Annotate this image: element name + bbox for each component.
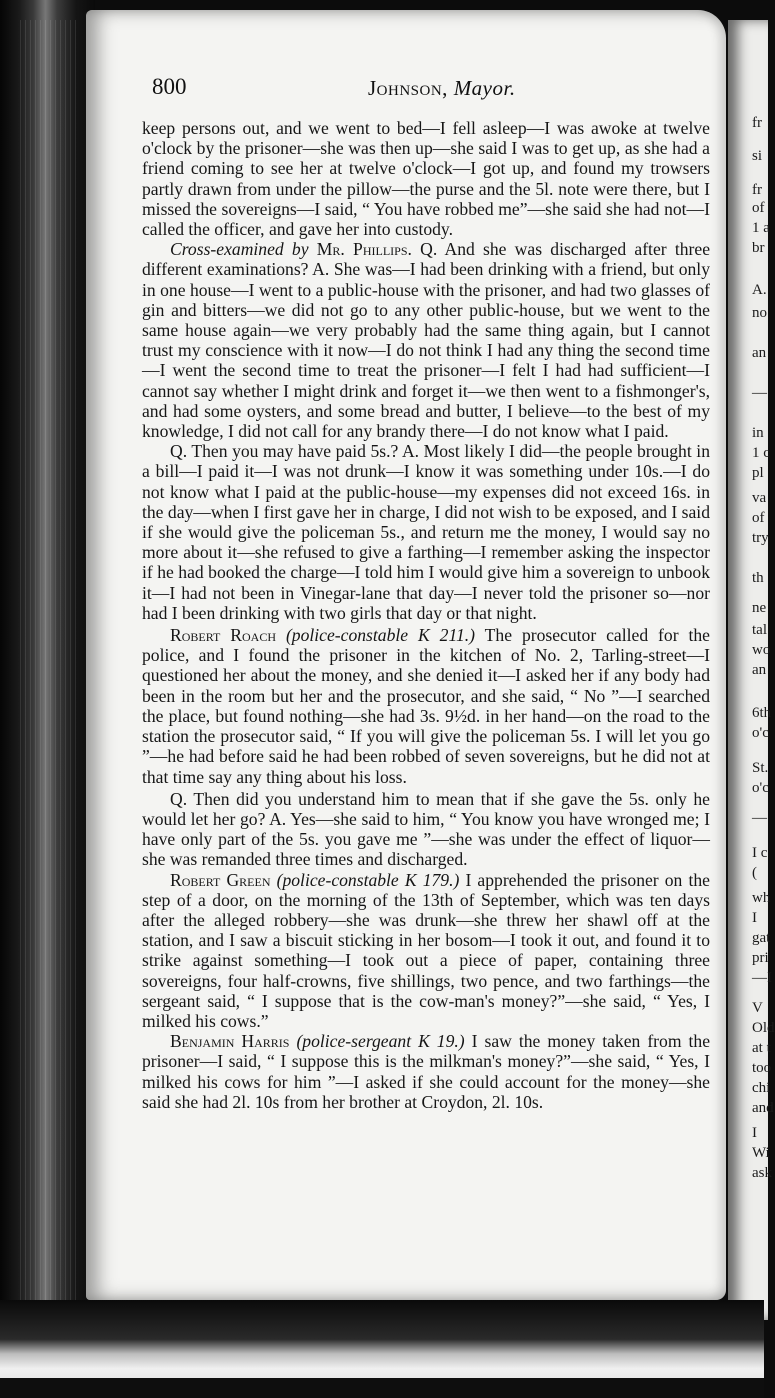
facing-page-text-fragment: si: [752, 148, 763, 164]
paragraph-6: [142, 870, 710, 1032]
facing-page-text-fragment: I: [752, 910, 757, 926]
facing-page-text-fragment: —I: [752, 970, 772, 986]
facing-page-text-fragment: 1 c: [752, 445, 770, 461]
witness-role: (police-constable K 211.): [285, 625, 476, 646]
facing-page-text-fragment: at t: [752, 1040, 771, 1056]
facing-page-text-fragment: —: [752, 810, 767, 826]
witness-name: Robert Roach: [170, 625, 277, 646]
paragraph-1: keep persons out, and we went to bed—I fell asleep—I was awoke at twelve o'clock by the prisoner—she was then up—she said I was to get up, as she had a friend coming to see her at twelve o'clock—I got up, and found my trowsers partly drawn from under the pillow—the purse and the 5l. note were there, but I missed the sovereigns—I said, “ You have robbed me”—she said she had not—I called the officer, and gave her into custody.: [142, 118, 710, 240]
scan-bottom-border: [0, 1378, 764, 1398]
facing-page-text-fragment: of: [752, 200, 765, 216]
facing-page-text-fragment: in: [752, 425, 764, 441]
facing-page-text-fragment: of: [752, 510, 765, 526]
facing-page-text-fragment: o'c: [752, 780, 769, 796]
body-text: [142, 118, 710, 1112]
facing-page-text-fragment: wo: [752, 642, 771, 658]
facing-page-text-fragment: A.: [752, 282, 767, 298]
running-head: [368, 76, 516, 101]
facing-page-text-fragment: too: [752, 1060, 772, 1076]
paragraph-7: [142, 1031, 710, 1112]
paragraph-2: [142, 239, 710, 441]
facing-page-text-fragment: 1 a: [752, 220, 770, 236]
facing-page-text-fragment: th: [752, 570, 764, 586]
facing-page-text-fragment: pl: [752, 465, 764, 481]
facing-page-text-fragment: va: [752, 490, 767, 506]
paragraph-2-text: Q. And she was discharged after three different examinations? A. She was—I had been drinking with a friend, but only in one house—I went to a public-house with the prisoner, and had two glasses of gin and bitters—we did not go to any other public-house, but we went to the same house again—we very probably had the same thing again, but I cannot trust my conscience with it now—I do not think I had any thing the second time—I went the second time to treat the prisoner—I felt I had had sufficient—I cannot say whether I might drink and forget it—we then went to a fishmonger's, and had some oysters, and some bread and butter, I believe—to the best of my knowledge, I did not call for any brandy there—I do not know what I paid.: [142, 239, 710, 442]
facing-page-text-fragment: fr: [752, 182, 762, 198]
paragraph-6-text: I apprehended the prisoner on the step of a door, on the morning of the 13th of September, which was ten days after the alleged robbery—she was drunk—she threw her shawl off at the station, and I saw a biscuit sticking in her bosom—I took it out, and found it to strike against something—I took out a piece of paper, containing three sovereigns, four half-crowns, five shillings, two pence, and two farthings—the sergeant said, “ I suppose that is the cow-man's money?”—she said, “ Yes, I milked his cows.”: [142, 869, 710, 1031]
paragraph-3: Q. Then you may have paid 5s.? A. Most likely I did—the people brought in a bill—I paid it—I was not drunk—I know it was something under 10s.—I do not know what I paid at the public-house—my expenses did not exceed 16s. in the day—when I first gave her in charge, I did not wish to be exposed, and I said if she would give the policeman 5s., and return me the money, I would say no more about it—she refused to give a farthing—I remember asking the inspector if he had booked the charge—I told him I would give him a sovereign to unbook it—I had not been in Vinegar-lane that day—I never told the prisoner so—nor had I been drinking with two girls that day or that night.: [142, 441, 710, 623]
facing-page-text-fragment: ne: [752, 600, 767, 616]
facing-page-text-fragment: —: [752, 385, 767, 401]
witness-role: (police-constable K 179.): [276, 869, 460, 890]
witness-role: (police-sergeant K 19.): [296, 1031, 465, 1052]
gutter-page-edges: [20, 20, 80, 1330]
facing-page-text-fragment: ask: [752, 1165, 772, 1181]
facing-page-text-fragment: and: [752, 1100, 774, 1116]
facing-page-text-fragment: St.: [752, 760, 769, 776]
facing-page-text-fragment: pri: [752, 950, 769, 966]
paragraph-4: [142, 625, 710, 787]
facing-page-text-fragment: Old: [752, 1020, 775, 1036]
counsel-name: Mr. Phillips.: [316, 239, 412, 260]
paragraph-4-text: The prosecutor called for the police, and I found the prisoner in the kitchen of No. 2, Tarling-street—I questioned her about the money, and she denied it—I asked her if any body had been in the room but her and the prosecutor, and she said, “ No ”—I searched the place, but found nothing—she had 3s. 9½d. in her hand—on the road to the station the prosecutor said, “ If you will give the policeman 5s. I will let you go ”—he had before said he had been robbed of seven sovereigns, but he did not at that time say any thing about his loss.: [142, 625, 710, 787]
facing-page-fragment: [728, 20, 775, 1320]
facing-page-text-fragment: gat: [752, 930, 771, 946]
facing-page-text-fragment: no: [752, 305, 767, 321]
facing-page-text-fragment: br: [752, 240, 765, 256]
book-binding-gutter: [0, 0, 95, 1398]
facing-page-text-fragment: V: [752, 1000, 763, 1016]
facing-page-text-fragment: chi: [752, 1080, 771, 1096]
page-number: 800: [152, 74, 187, 99]
witness-name: Benjamin Harris: [170, 1031, 290, 1052]
paragraph-7-text: I saw the money taken from the prisoner—I said, “ I suppose this is the milkman's money?”—she said, “ Yes, I milked his cows for him ”—I asked if she could account for the money—she said she had 2l. 10s from her brother at Croydon, 2l. 10s.: [142, 1031, 710, 1112]
running-head-name: Johnson,: [368, 76, 448, 100]
facing-page-text-fragment: I: [752, 1125, 757, 1141]
facing-page-text-fragment: an: [752, 662, 767, 678]
facing-page-text-fragment: (: [752, 865, 757, 881]
facing-page-text-fragment: Wi: [752, 1145, 770, 1161]
running-head-title: Mayor.: [453, 76, 516, 100]
facing-page-text-fragment: o'c: [752, 725, 769, 741]
facing-page-text-fragment: 6th: [752, 705, 772, 721]
witness-name: Robert Green: [170, 869, 271, 890]
paragraph-5: Q. Then did you understand him to mean that if she gave the 5s. only he would let her go? A. Yes—she said to him, “ You know you have wronged me; I have only part of the 5s. you gave me ”—she was under the effect of liquor—she was remanded three times and discharged.: [142, 788, 710, 870]
facing-page-text-fragment: tal: [752, 622, 767, 638]
cross-examined-label: Cross-examined by: [170, 239, 309, 260]
facing-page-text-fragment: an: [752, 345, 767, 361]
facing-page-text-fragment: try: [752, 530, 769, 546]
facing-page-text-fragment: fr: [752, 115, 762, 131]
facing-page-text-fragment: wh: [752, 890, 771, 906]
facing-page-text-fragment: I c: [752, 845, 768, 861]
